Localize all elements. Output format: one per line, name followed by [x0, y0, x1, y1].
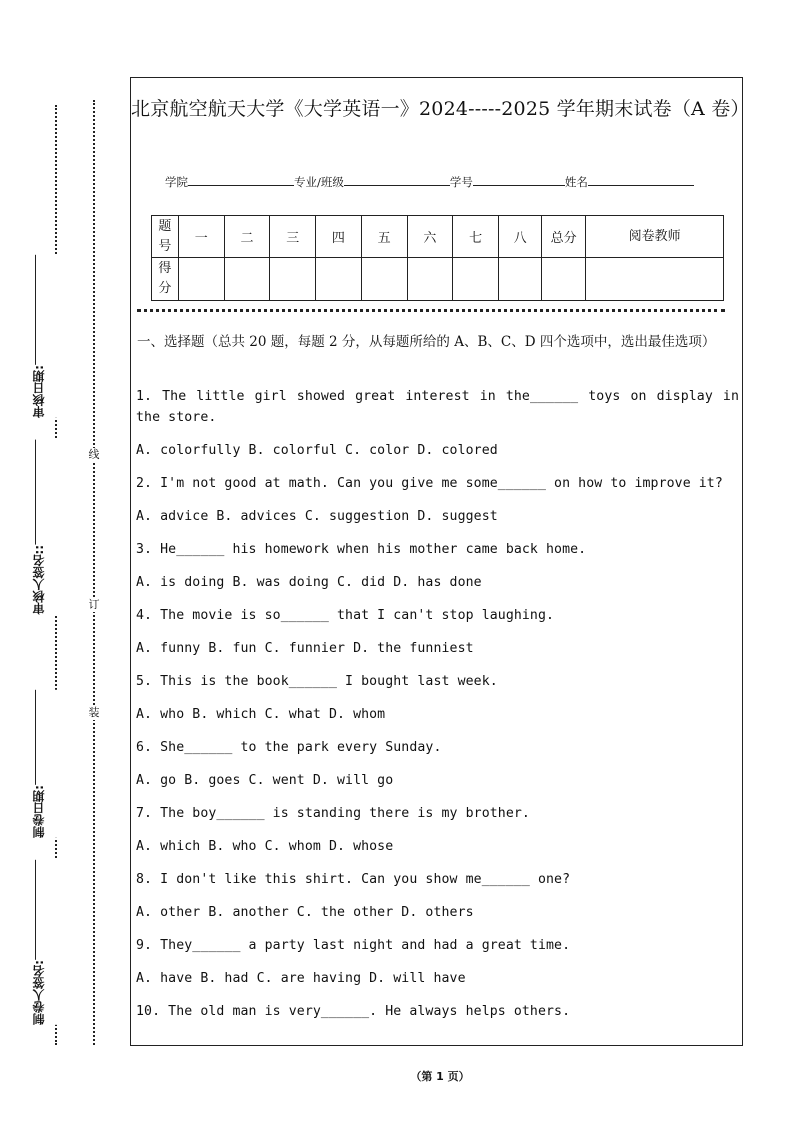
reviewer-signature-label: 审核人签名::: [32, 545, 46, 615]
question-2-options: A. advice B. advices C. suggestion D. suggest: [136, 509, 498, 524]
col-8: 八: [499, 216, 542, 258]
cut-mark-line: 线: [88, 448, 100, 461]
question-6: 6. She______ to the park every Sunday.: [136, 740, 442, 755]
section-1-heading: 一、选择题（总共 20 题，每题 2 分，从每题所给的 A、B、C、D 四个选项中，选出最佳选项）: [137, 334, 716, 350]
question-3: 3. He______ his homework when his mother came back home.: [136, 542, 587, 557]
student-id-label: 学号: [449, 175, 473, 189]
compile-date-label: 制卷日期:: [32, 785, 46, 838]
score-cell-total[interactable]: [542, 258, 586, 301]
question-4: 4. The movie is so______ that I can't stop laughing.: [136, 608, 555, 623]
college-blank[interactable]: [188, 172, 294, 186]
exam-title: 北京航空航天大学《大学英语一》2024-----2025 学年期末试卷（A 卷）: [131, 98, 750, 120]
review-date-field[interactable]: [14, 255, 64, 418]
col-1: 一: [178, 216, 224, 258]
question-1: 1. The little girl showed great interest in the______ toys on display in the store.: [136, 389, 739, 425]
question-8: 8. I don't like this shirt. Can you show me______ one?: [136, 872, 571, 887]
score-cell[interactable]: [499, 258, 542, 301]
question-3-options: A. is doing B. was doing C. did D. has done: [136, 575, 482, 590]
name-blank[interactable]: [588, 172, 694, 186]
compiler-signature-label: 制卷人签名:: [32, 960, 46, 1025]
compile-date-field[interactable]: [14, 690, 64, 838]
cut-dotted-line: [93, 100, 95, 1045]
score-cell[interactable]: [316, 258, 362, 301]
score-cell[interactable]: [453, 258, 499, 301]
score-cell-grader[interactable]: [586, 258, 724, 301]
col-3: 三: [270, 216, 316, 258]
question-1-options: A. colorfully B. colorful C. color D. colored: [136, 443, 498, 458]
section-divider: [137, 309, 725, 312]
question-9: 9. They______ a party last night and had a great time.: [136, 938, 571, 953]
name-label: 姓名: [564, 175, 588, 189]
question-7: 7. The boy______ is standing there is my brother.: [136, 806, 530, 821]
col-7: 七: [453, 216, 499, 258]
question-4-options: A. funny B. fun C. funnier D. the funniest: [136, 641, 474, 656]
college-label: 学院: [165, 175, 188, 189]
major-blank[interactable]: [344, 172, 450, 186]
score-table-header-row: [152, 216, 724, 258]
compiler-signature-blank[interactable]: [35, 860, 36, 960]
col-6: 六: [407, 216, 453, 258]
major-label: 专业/班级: [294, 175, 344, 189]
col-4: 四: [316, 216, 362, 258]
cut-mark-bind: 装: [88, 706, 100, 719]
score-cell[interactable]: [224, 258, 270, 301]
col-grader: 阅卷教师: [586, 216, 724, 258]
header-label-cell: 题号: [152, 216, 179, 258]
col-total: 总分: [542, 216, 586, 258]
question-7-options: A. which B. who C. whom D. whose: [136, 839, 394, 854]
score-table-score-row: [152, 258, 724, 301]
review-date-blank[interactable]: [35, 255, 36, 365]
col-2: 二: [224, 216, 270, 258]
question-5: 5. This is the book______ I bought last week.: [136, 674, 498, 689]
question-8-options: A. other B. another C. the other D. others: [136, 905, 474, 920]
score-label-cell: 得分: [152, 258, 179, 301]
reviewer-signature-field[interactable]: [14, 440, 64, 615]
reviewer-signature-blank[interactable]: [35, 440, 36, 545]
student-info-fields: [165, 172, 725, 191]
student-id-blank[interactable]: [473, 172, 565, 186]
question-list: [136, 386, 739, 1034]
compiler-signature-field[interactable]: [14, 860, 64, 1025]
score-cell[interactable]: [361, 258, 407, 301]
compile-date-blank[interactable]: [35, 690, 36, 785]
review-date-label: 审核日期:: [32, 365, 46, 418]
col-5: 五: [361, 216, 407, 258]
score-cell[interactable]: [270, 258, 316, 301]
score-table: [151, 215, 724, 301]
score-cell[interactable]: [178, 258, 224, 301]
question-5-options: A. who B. which C. what D. whom: [136, 707, 386, 722]
page-number: （第 1 页）: [410, 1070, 470, 1083]
question-9-options: A. have B. had C. are having D. will have: [136, 971, 466, 986]
question-10: 10. The old man is very______. He always helps others.: [136, 1004, 571, 1019]
score-cell[interactable]: [407, 258, 453, 301]
question-6-options: A. go B. goes C. went D. will go: [136, 773, 394, 788]
cut-mark-staple: 订: [88, 598, 100, 611]
question-2: 2. I'm not good at math. Can you give me some______ on how to improve it?: [136, 476, 723, 491]
